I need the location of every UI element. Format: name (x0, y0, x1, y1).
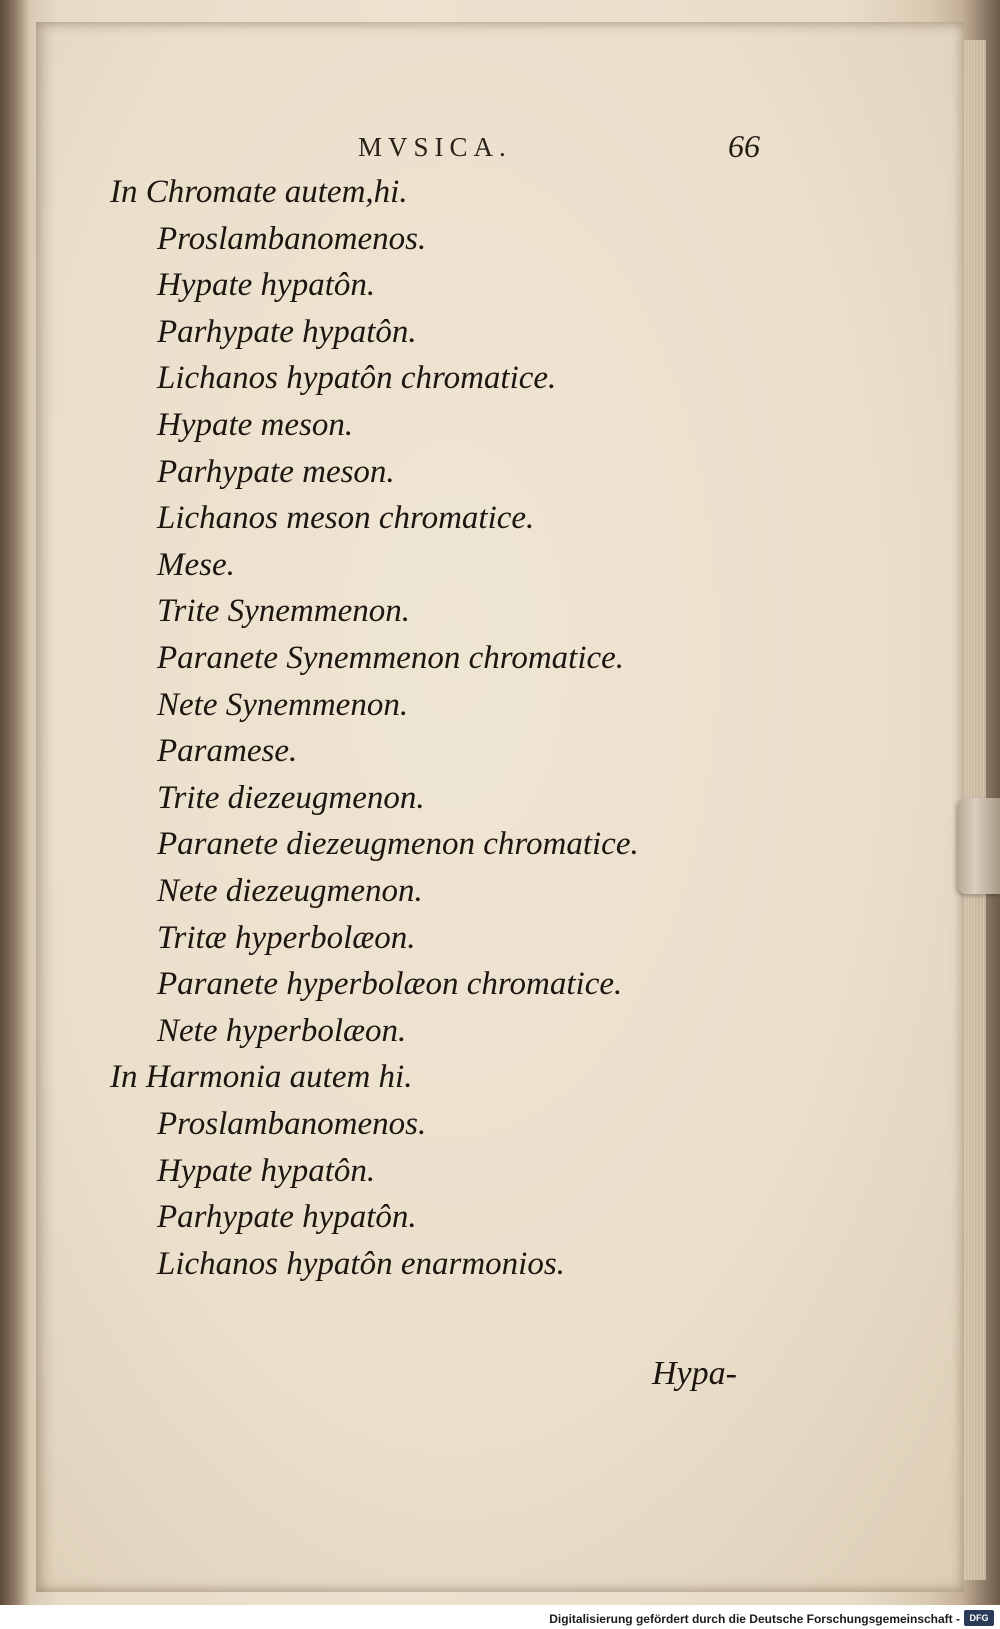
catchword: Hypa- (652, 1355, 737, 1392)
list-item: Nete diezeugmenon. (157, 873, 423, 909)
list-item: Paranete hyperbolæon chromatice. (157, 966, 623, 1003)
list-item: Parhypate hypatôn. (157, 313, 417, 350)
page-header (0, 128, 1000, 172)
list-item: Tritæ hyperbolæon. (157, 919, 416, 956)
list-item: Proslambanomenos. (157, 220, 427, 257)
list-item: Paranete Synemmenon chromatice. (157, 640, 625, 676)
list-item: Trite diezeugmenon. (157, 779, 425, 816)
list-item: Lichanos hypatôn chromatice. (157, 360, 557, 397)
list-item: Parhypate hypatôn. (157, 1199, 417, 1236)
list-item: Parhypate meson. (157, 453, 395, 490)
list-item: Nete hyperbolæon. (157, 1012, 407, 1049)
list-item: Hypate meson. (157, 407, 354, 443)
running-head: MVSICA. (358, 132, 512, 162)
list-item: Proslambanomenos. (157, 1106, 427, 1142)
list-item: Nete Synemmenon. (157, 686, 409, 723)
list-item: Lichanos meson chromatice. (157, 500, 535, 537)
digitization-credit: Digitalisierung gefördert durch die Deutsche Forschungsgemeinschaft - (549, 1612, 960, 1626)
list-item: Trite Synemmenon. (157, 593, 410, 630)
list-item: Lichanos hypatôn enarmonios. (157, 1245, 565, 1282)
list-item: Hypate hypatôn. (157, 267, 376, 304)
footer-bar (0, 1605, 1000, 1629)
list-item: Mese. (157, 546, 235, 583)
list-item: Paramese. (157, 733, 298, 770)
list-item: Paranete diezeugmenon chromatice. (157, 826, 639, 863)
page-number: 66 (728, 128, 760, 164)
section-heading: In Harmonia autem hi. (110, 1059, 413, 1096)
list-item: Hypate hypatôn. (157, 1152, 376, 1189)
bookmark-clip (958, 798, 1000, 894)
section-heading: In Chromate autem,hi. (110, 174, 408, 210)
dfg-logo: DFG (964, 1610, 994, 1626)
